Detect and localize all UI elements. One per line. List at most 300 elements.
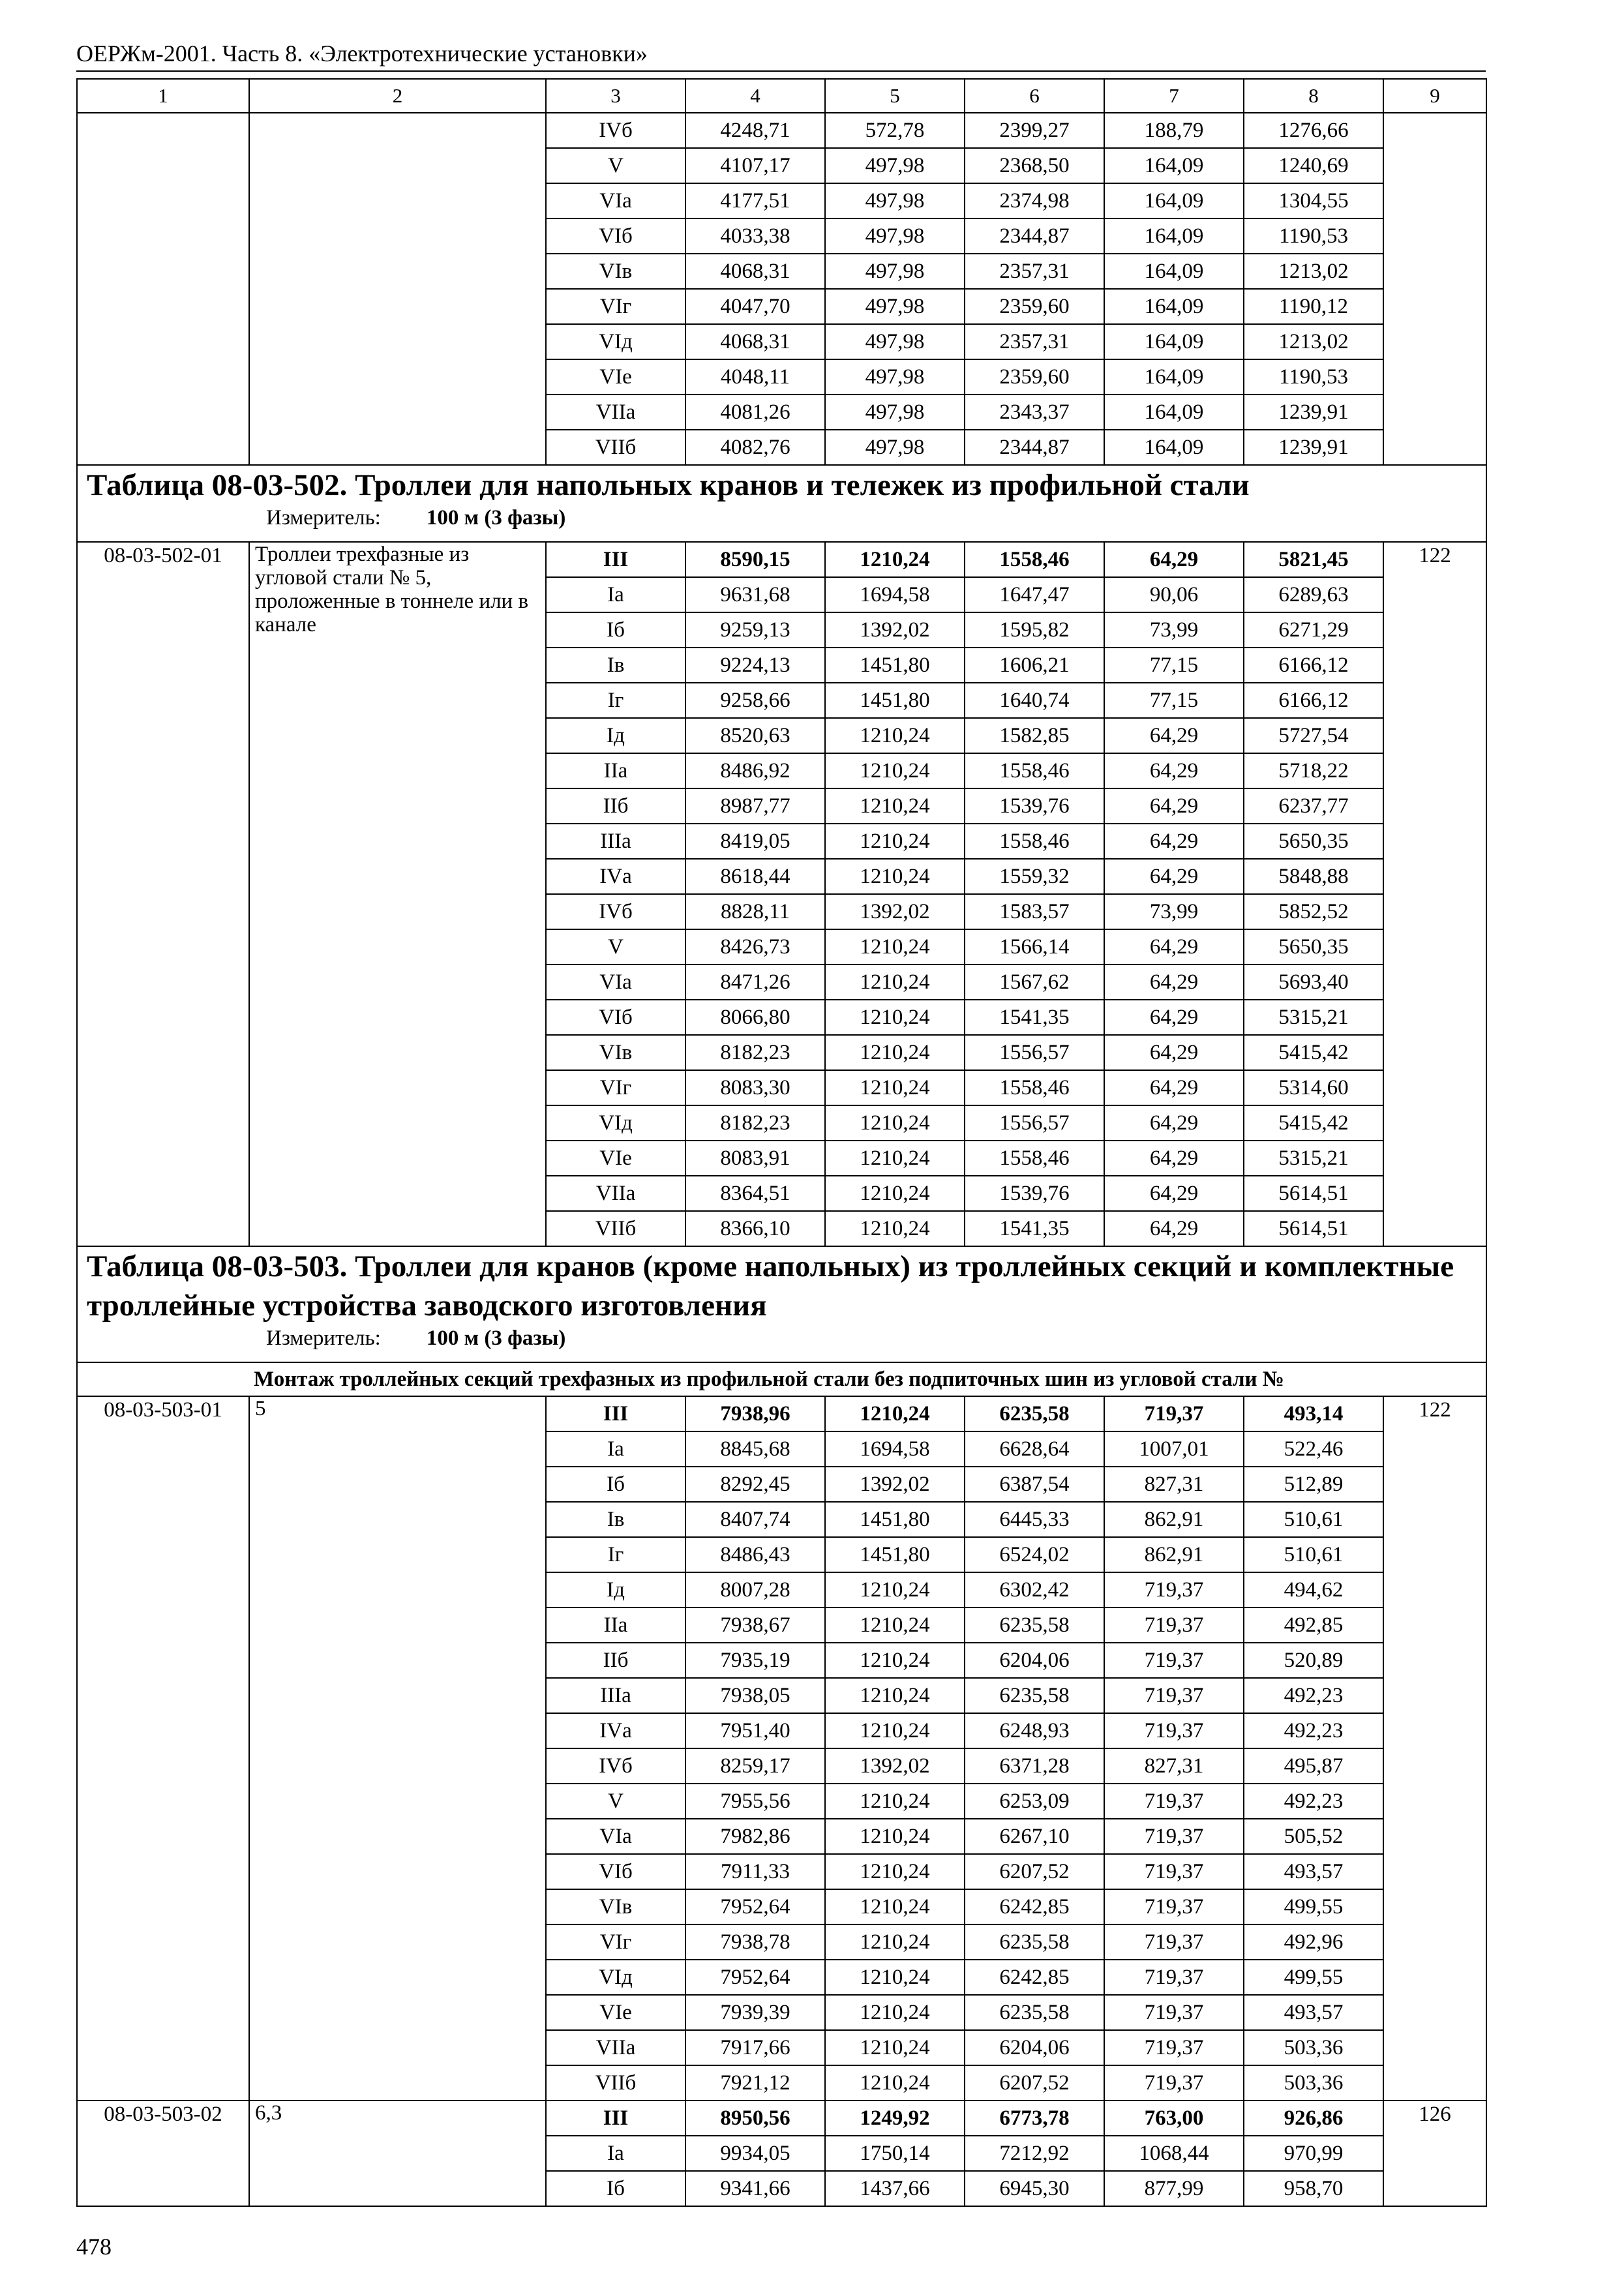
value-cell: 4048,11 bbox=[685, 359, 825, 395]
table-row bbox=[77, 1396, 1486, 1431]
value-cell: 8407,74 bbox=[685, 1502, 825, 1537]
zone-cell: VIд bbox=[546, 1960, 685, 1995]
column-number-row bbox=[77, 79, 1486, 113]
zone-cell: IIIа bbox=[546, 1678, 685, 1713]
value-cell: 2359,60 bbox=[965, 289, 1104, 324]
value-cell: 1694,58 bbox=[825, 1431, 965, 1467]
value-cell: 1210,24 bbox=[825, 1070, 965, 1105]
value-cell: 4177,51 bbox=[685, 183, 825, 218]
value-cell: 1190,53 bbox=[1244, 359, 1383, 395]
value-cell: 520,89 bbox=[1244, 1643, 1383, 1678]
value-cell: 4033,38 bbox=[685, 218, 825, 254]
value-cell: 8419,05 bbox=[685, 824, 825, 859]
value-cell: 1451,80 bbox=[825, 1502, 965, 1537]
value-cell: 493,57 bbox=[1244, 1854, 1383, 1889]
note-row bbox=[77, 1362, 1486, 1396]
value-cell: 64,29 bbox=[1104, 859, 1244, 894]
value-cell: 7939,39 bbox=[685, 1995, 825, 2030]
value-cell: 1210,24 bbox=[825, 1176, 965, 1211]
value-cell: 719,37 bbox=[1104, 1784, 1244, 1819]
value-cell: 4081,26 bbox=[685, 395, 825, 430]
value-cell: 1556,57 bbox=[965, 1035, 1104, 1070]
value-cell: 6524,02 bbox=[965, 1537, 1104, 1572]
value-cell: 77,15 bbox=[1104, 648, 1244, 683]
value-cell: 1304,55 bbox=[1244, 183, 1383, 218]
value-cell: 1640,74 bbox=[965, 683, 1104, 718]
value-cell: 8292,45 bbox=[685, 1467, 825, 1502]
meter-line bbox=[87, 1325, 1486, 1351]
zone-cell: IVб bbox=[546, 894, 685, 929]
zone-cell: VIб bbox=[546, 1000, 685, 1035]
value-cell: 64,29 bbox=[1104, 753, 1244, 788]
value-cell: 7212,92 bbox=[965, 2136, 1104, 2171]
zone-cell: VIв bbox=[546, 1035, 685, 1070]
value-cell: 164,09 bbox=[1104, 359, 1244, 395]
value-cell: 1210,24 bbox=[825, 1713, 965, 1748]
value-cell: 6166,12 bbox=[1244, 683, 1383, 718]
value-cell: 4248,71 bbox=[685, 113, 825, 148]
value-cell: 164,09 bbox=[1104, 183, 1244, 218]
value-cell: 1694,58 bbox=[825, 577, 965, 612]
value-cell: 5693,40 bbox=[1244, 965, 1383, 1000]
column-number: 7 bbox=[1104, 79, 1244, 113]
value-cell: 9258,66 bbox=[685, 683, 825, 718]
value-cell: 503,36 bbox=[1244, 2065, 1383, 2101]
zone-cell: III bbox=[546, 2101, 685, 2136]
value-cell: 512,89 bbox=[1244, 1467, 1383, 1502]
value-cell: 1239,91 bbox=[1244, 395, 1383, 430]
value-cell: 7951,40 bbox=[685, 1713, 825, 1748]
value-cell: 1210,24 bbox=[825, 1000, 965, 1035]
item-code bbox=[77, 113, 249, 465]
value-cell: 7952,64 bbox=[685, 1960, 825, 1995]
zone-cell: III bbox=[546, 542, 685, 577]
value-cell: 164,09 bbox=[1104, 324, 1244, 359]
value-cell: 572,78 bbox=[825, 113, 965, 148]
zone-cell: VIе bbox=[546, 1141, 685, 1176]
column-number: 2 bbox=[249, 79, 546, 113]
zone-cell: Iб bbox=[546, 1467, 685, 1502]
value-cell: 492,85 bbox=[1244, 1608, 1383, 1643]
item-description: 5 bbox=[249, 1396, 546, 2101]
value-cell: 6235,58 bbox=[965, 1396, 1104, 1431]
value-cell: 8950,56 bbox=[685, 2101, 825, 2136]
value-cell: 8083,30 bbox=[685, 1070, 825, 1105]
value-cell: 1582,85 bbox=[965, 718, 1104, 753]
column-number: 8 bbox=[1244, 79, 1383, 113]
value-cell: 510,61 bbox=[1244, 1502, 1383, 1537]
value-cell: 497,98 bbox=[825, 324, 965, 359]
value-cell: 164,09 bbox=[1104, 148, 1244, 183]
value-cell: 8066,80 bbox=[685, 1000, 825, 1035]
value-cell: 862,91 bbox=[1104, 1502, 1244, 1537]
zone-cell: IVб bbox=[546, 1748, 685, 1784]
value-cell: 8182,23 bbox=[685, 1035, 825, 1070]
value-cell: 719,37 bbox=[1104, 1854, 1244, 1889]
value-cell: 64,29 bbox=[1104, 788, 1244, 824]
value-cell: 1210,24 bbox=[825, 1105, 965, 1141]
zone-cell: Iд bbox=[546, 1572, 685, 1608]
table-row bbox=[77, 113, 1486, 148]
value-cell: 1558,46 bbox=[965, 1141, 1104, 1176]
zone-cell: VIг bbox=[546, 1070, 685, 1105]
zone-cell: IIб bbox=[546, 788, 685, 824]
value-cell: 2344,87 bbox=[965, 430, 1104, 465]
zone-cell: V bbox=[546, 1784, 685, 1819]
value-cell: 493,14 bbox=[1244, 1396, 1383, 1431]
value-cell: 2344,87 bbox=[965, 218, 1104, 254]
value-cell: 6267,10 bbox=[965, 1819, 1104, 1854]
zone-cell: VIIа bbox=[546, 1176, 685, 1211]
value-cell: 73,99 bbox=[1104, 894, 1244, 929]
zone-cell: VIIб bbox=[546, 430, 685, 465]
zone-cell: Iб bbox=[546, 612, 685, 648]
value-cell: 5314,60 bbox=[1244, 1070, 1383, 1105]
value-cell: 6207,52 bbox=[965, 1854, 1104, 1889]
value-cell: 6242,85 bbox=[965, 1960, 1104, 1995]
zone-cell: Iг bbox=[546, 683, 685, 718]
zone-cell: Iа bbox=[546, 577, 685, 612]
value-cell: 4068,31 bbox=[685, 324, 825, 359]
zone-cell: Iа bbox=[546, 2136, 685, 2171]
value-cell: 1210,24 bbox=[825, 1141, 965, 1176]
value-cell: 1210,24 bbox=[825, 859, 965, 894]
value-cell: 1210,24 bbox=[825, 824, 965, 859]
value-cell: 877,99 bbox=[1104, 2171, 1244, 2206]
value-cell: 1583,57 bbox=[965, 894, 1104, 929]
zone-cell: III bbox=[546, 1396, 685, 1431]
value-cell: 6773,78 bbox=[965, 2101, 1104, 2136]
item-description bbox=[249, 113, 546, 465]
value-cell: 6235,58 bbox=[965, 1995, 1104, 2030]
value-cell: 6235,58 bbox=[965, 1924, 1104, 1960]
value-cell: 2399,27 bbox=[965, 113, 1104, 148]
value-cell: 7938,05 bbox=[685, 1678, 825, 1713]
value-cell: 719,37 bbox=[1104, 1608, 1244, 1643]
zone-cell: VIа bbox=[546, 183, 685, 218]
value-cell: 1007,01 bbox=[1104, 1431, 1244, 1467]
zone-cell: VIе bbox=[546, 1995, 685, 2030]
value-cell: 7955,56 bbox=[685, 1784, 825, 1819]
value-cell: 1276,66 bbox=[1244, 113, 1383, 148]
value-cell: 7952,64 bbox=[685, 1889, 825, 1924]
value-cell: 492,23 bbox=[1244, 1678, 1383, 1713]
value-cell: 1392,02 bbox=[825, 894, 965, 929]
value-cell: 1239,91 bbox=[1244, 430, 1383, 465]
value-cell: 497,98 bbox=[825, 359, 965, 395]
value-cell: 2343,37 bbox=[965, 395, 1104, 430]
value-cell: 1210,24 bbox=[825, 1678, 965, 1713]
value-cell: 499,55 bbox=[1244, 1960, 1383, 1995]
value-cell: 6204,06 bbox=[965, 1643, 1104, 1678]
value-cell: 7938,96 bbox=[685, 1396, 825, 1431]
value-cell: 1606,21 bbox=[965, 648, 1104, 683]
value-cell: 6166,12 bbox=[1244, 648, 1383, 683]
value-cell: 64,29 bbox=[1104, 1176, 1244, 1211]
zone-cell: IIа bbox=[546, 753, 685, 788]
value-cell: 926,86 bbox=[1244, 2101, 1383, 2136]
item-description: 6,3 bbox=[249, 2101, 546, 2206]
value-cell: 5650,35 bbox=[1244, 824, 1383, 859]
value-cell: 6387,54 bbox=[965, 1467, 1104, 1502]
column-number: 5 bbox=[825, 79, 965, 113]
value-cell: 1213,02 bbox=[1244, 324, 1383, 359]
zone-cell: VIа bbox=[546, 965, 685, 1000]
zone-cell: V bbox=[546, 148, 685, 183]
value-cell: 4047,70 bbox=[685, 289, 825, 324]
value-cell: 8182,23 bbox=[685, 1105, 825, 1141]
value-cell: 5852,52 bbox=[1244, 894, 1383, 929]
value-cell: 2359,60 bbox=[965, 359, 1104, 395]
zone-cell: IVб bbox=[546, 113, 685, 148]
value-cell: 64,29 bbox=[1104, 824, 1244, 859]
value-cell: 4068,31 bbox=[685, 254, 825, 289]
zone-cell: VIд bbox=[546, 1105, 685, 1141]
value-cell: 77,15 bbox=[1104, 683, 1244, 718]
value-cell: 505,52 bbox=[1244, 1819, 1383, 1854]
value-cell: 5848,88 bbox=[1244, 859, 1383, 894]
value-cell: 7938,78 bbox=[685, 1924, 825, 1960]
value-cell: 503,36 bbox=[1244, 2030, 1383, 2065]
value-cell: 827,31 bbox=[1104, 1748, 1244, 1784]
value-cell: 7921,12 bbox=[685, 2065, 825, 2101]
value-cell: 6302,42 bbox=[965, 1572, 1104, 1608]
value-cell: 6628,64 bbox=[965, 1431, 1104, 1467]
value-cell: 1210,24 bbox=[825, 542, 965, 577]
value-cell: 763,00 bbox=[1104, 2101, 1244, 2136]
value-cell: 719,37 bbox=[1104, 1889, 1244, 1924]
value-cell: 6289,63 bbox=[1244, 577, 1383, 612]
value-cell: 6253,09 bbox=[965, 1784, 1104, 1819]
value-cell: 494,62 bbox=[1244, 1572, 1383, 1608]
value-cell: 6207,52 bbox=[965, 2065, 1104, 2101]
column-number: 6 bbox=[965, 79, 1104, 113]
value-cell: 1210,24 bbox=[825, 1889, 965, 1924]
value-cell: 719,37 bbox=[1104, 1819, 1244, 1854]
value-cell: 492,96 bbox=[1244, 1924, 1383, 1960]
value-cell: 8007,28 bbox=[685, 1572, 825, 1608]
value-cell: 719,37 bbox=[1104, 1713, 1244, 1748]
value-cell: 1558,46 bbox=[965, 824, 1104, 859]
value-cell: 1210,24 bbox=[825, 1211, 965, 1246]
value-cell: 1210,24 bbox=[825, 788, 965, 824]
value-cell: 5614,51 bbox=[1244, 1176, 1383, 1211]
value-cell: 958,70 bbox=[1244, 2171, 1383, 2206]
table-title-row bbox=[77, 465, 1486, 542]
item-description: Троллеи трехфазные из угловой стали № 5, проложенные в тоннеле или в канале bbox=[249, 542, 546, 1246]
value-cell: 4107,17 bbox=[685, 148, 825, 183]
zone-cell: VIIа bbox=[546, 395, 685, 430]
value-cell: 1566,14 bbox=[965, 929, 1104, 965]
value-cell: 6242,85 bbox=[965, 1889, 1104, 1924]
value-cell: 719,37 bbox=[1104, 1572, 1244, 1608]
value-cell: 499,55 bbox=[1244, 1889, 1383, 1924]
table-title bbox=[77, 1246, 1486, 1362]
column-number: 3 bbox=[546, 79, 685, 113]
value-cell: 1190,53 bbox=[1244, 218, 1383, 254]
value-cell: 719,37 bbox=[1104, 1924, 1244, 1960]
zone-cell: VIв bbox=[546, 1889, 685, 1924]
value-cell: 8364,51 bbox=[685, 1176, 825, 1211]
value-cell: 8426,73 bbox=[685, 929, 825, 965]
value-cell: 6445,33 bbox=[965, 1502, 1104, 1537]
column-number: 1 bbox=[77, 79, 249, 113]
value-cell: 827,31 bbox=[1104, 1467, 1244, 1502]
value-cell: 6371,28 bbox=[965, 1748, 1104, 1784]
value-cell: 6204,06 bbox=[965, 2030, 1104, 2065]
value-cell: 1210,24 bbox=[825, 1960, 965, 1995]
value-cell: 64,29 bbox=[1104, 1211, 1244, 1246]
price-table bbox=[76, 78, 1487, 2207]
value-cell: 5415,42 bbox=[1244, 1035, 1383, 1070]
value-cell: 64,29 bbox=[1104, 1000, 1244, 1035]
value-cell: 1210,24 bbox=[825, 1572, 965, 1608]
zone-cell: VIб bbox=[546, 218, 685, 254]
zone-cell: VIIа bbox=[546, 2030, 685, 2065]
value-cell: 1539,76 bbox=[965, 788, 1104, 824]
value-cell: 1451,80 bbox=[825, 648, 965, 683]
value-cell: 1750,14 bbox=[825, 2136, 965, 2171]
value-cell: 1210,24 bbox=[825, 753, 965, 788]
zone-cell: VIе bbox=[546, 359, 685, 395]
value-cell: 1210,24 bbox=[825, 1608, 965, 1643]
value-cell: 5315,21 bbox=[1244, 1141, 1383, 1176]
section-note: Монтаж троллейных секций трехфазных из профильной стали без подпиточных шин из угловой стали № bbox=[77, 1362, 1486, 1396]
value-cell: 719,37 bbox=[1104, 1995, 1244, 2030]
zone-cell: IIб bbox=[546, 1643, 685, 1678]
value-cell: 6248,93 bbox=[965, 1713, 1104, 1748]
value-cell: 1210,24 bbox=[825, 1784, 965, 1819]
value-cell: 1210,24 bbox=[825, 2030, 965, 2065]
col9-value bbox=[1383, 113, 1486, 465]
value-cell: 1558,46 bbox=[965, 753, 1104, 788]
value-cell: 7917,66 bbox=[685, 2030, 825, 2065]
table-title-text: Таблица 08-03-502. Троллеи для напольных кранов и тележек из профильной стали bbox=[87, 468, 1250, 502]
zone-cell: VIв bbox=[546, 254, 685, 289]
value-cell: 493,57 bbox=[1244, 1995, 1383, 2030]
meter-label: Измеритель: bbox=[266, 506, 381, 530]
table-row bbox=[77, 542, 1486, 577]
value-cell: 7911,33 bbox=[685, 1854, 825, 1889]
meter-value: 100 м (3 фазы) bbox=[426, 506, 566, 530]
value-cell: 1213,02 bbox=[1244, 254, 1383, 289]
header-rule bbox=[76, 70, 1486, 72]
zone-cell: IIIа bbox=[546, 824, 685, 859]
value-cell: 8486,43 bbox=[685, 1537, 825, 1572]
value-cell: 5650,35 bbox=[1244, 929, 1383, 965]
page-number: 478 bbox=[76, 2234, 112, 2260]
value-cell: 164,09 bbox=[1104, 218, 1244, 254]
value-cell: 8471,26 bbox=[685, 965, 825, 1000]
value-cell: 64,29 bbox=[1104, 1035, 1244, 1070]
value-cell: 497,98 bbox=[825, 430, 965, 465]
meter-value: 100 м (3 фазы) bbox=[426, 1326, 566, 1350]
value-cell: 9341,66 bbox=[685, 2171, 825, 2206]
value-cell: 497,98 bbox=[825, 183, 965, 218]
value-cell: 1392,02 bbox=[825, 612, 965, 648]
value-cell: 497,98 bbox=[825, 254, 965, 289]
value-cell: 2357,31 bbox=[965, 254, 1104, 289]
value-cell: 5315,21 bbox=[1244, 1000, 1383, 1035]
value-cell: 1210,24 bbox=[825, 1396, 965, 1431]
value-cell: 164,09 bbox=[1104, 289, 1244, 324]
value-cell: 164,09 bbox=[1104, 254, 1244, 289]
value-cell: 164,09 bbox=[1104, 430, 1244, 465]
value-cell: 719,37 bbox=[1104, 1960, 1244, 1995]
value-cell: 8845,68 bbox=[685, 1431, 825, 1467]
value-cell: 2374,98 bbox=[965, 183, 1104, 218]
col9-value: 122 bbox=[1383, 542, 1486, 1246]
value-cell: 1541,35 bbox=[965, 1211, 1104, 1246]
zone-cell: IVа bbox=[546, 859, 685, 894]
value-cell: 1210,24 bbox=[825, 1819, 965, 1854]
zone-cell: VIг bbox=[546, 289, 685, 324]
value-cell: 64,29 bbox=[1104, 1141, 1244, 1176]
value-cell: 5727,54 bbox=[1244, 718, 1383, 753]
value-cell: 492,23 bbox=[1244, 1784, 1383, 1819]
table-title bbox=[77, 465, 1486, 542]
zone-cell: V bbox=[546, 929, 685, 965]
value-cell: 1210,24 bbox=[825, 718, 965, 753]
value-cell: 1558,46 bbox=[965, 542, 1104, 577]
col9-value: 126 bbox=[1383, 2101, 1486, 2206]
zone-cell: VIб bbox=[546, 1854, 685, 1889]
value-cell: 9224,13 bbox=[685, 648, 825, 683]
value-cell: 495,87 bbox=[1244, 1748, 1383, 1784]
zone-cell: Iд bbox=[546, 718, 685, 753]
value-cell: 1210,24 bbox=[825, 965, 965, 1000]
column-number: 4 bbox=[685, 79, 825, 113]
value-cell: 1392,02 bbox=[825, 1467, 965, 1502]
value-cell: 1556,57 bbox=[965, 1105, 1104, 1141]
value-cell: 8366,10 bbox=[685, 1211, 825, 1246]
value-cell: 5614,51 bbox=[1244, 1211, 1383, 1246]
value-cell: 1541,35 bbox=[965, 1000, 1104, 1035]
value-cell: 164,09 bbox=[1104, 395, 1244, 430]
zone-cell: IVа bbox=[546, 1713, 685, 1748]
zone-cell: Iа bbox=[546, 1431, 685, 1467]
value-cell: 719,37 bbox=[1104, 1678, 1244, 1713]
value-cell: 7935,19 bbox=[685, 1643, 825, 1678]
table-title-row bbox=[77, 1246, 1486, 1362]
value-cell: 64,29 bbox=[1104, 542, 1244, 577]
value-cell: 719,37 bbox=[1104, 2065, 1244, 2101]
value-cell: 719,37 bbox=[1104, 2030, 1244, 2065]
value-cell: 522,46 bbox=[1244, 1431, 1383, 1467]
value-cell: 1539,76 bbox=[965, 1176, 1104, 1211]
value-cell: 5415,42 bbox=[1244, 1105, 1383, 1141]
value-cell: 2368,50 bbox=[965, 148, 1104, 183]
item-code: 08-03-503-02 bbox=[77, 2101, 249, 2206]
value-cell: 1190,12 bbox=[1244, 289, 1383, 324]
value-cell: 1249,92 bbox=[825, 2101, 965, 2136]
value-cell: 510,61 bbox=[1244, 1537, 1383, 1572]
value-cell: 1240,69 bbox=[1244, 148, 1383, 183]
value-cell: 64,29 bbox=[1104, 1070, 1244, 1105]
value-cell: 497,98 bbox=[825, 289, 965, 324]
value-cell: 492,23 bbox=[1244, 1713, 1383, 1748]
zone-cell: IIа bbox=[546, 1608, 685, 1643]
value-cell: 862,91 bbox=[1104, 1537, 1244, 1572]
table-row bbox=[77, 2101, 1486, 2136]
value-cell: 8987,77 bbox=[685, 788, 825, 824]
page-header: ОЕРЖм-2001. Часть 8. «Электротехнические установки» bbox=[76, 40, 648, 67]
value-cell: 8520,63 bbox=[685, 718, 825, 753]
value-cell: 1451,80 bbox=[825, 683, 965, 718]
value-cell: 8259,17 bbox=[685, 1748, 825, 1784]
value-cell: 1210,24 bbox=[825, 1995, 965, 2030]
value-cell: 9934,05 bbox=[685, 2136, 825, 2171]
